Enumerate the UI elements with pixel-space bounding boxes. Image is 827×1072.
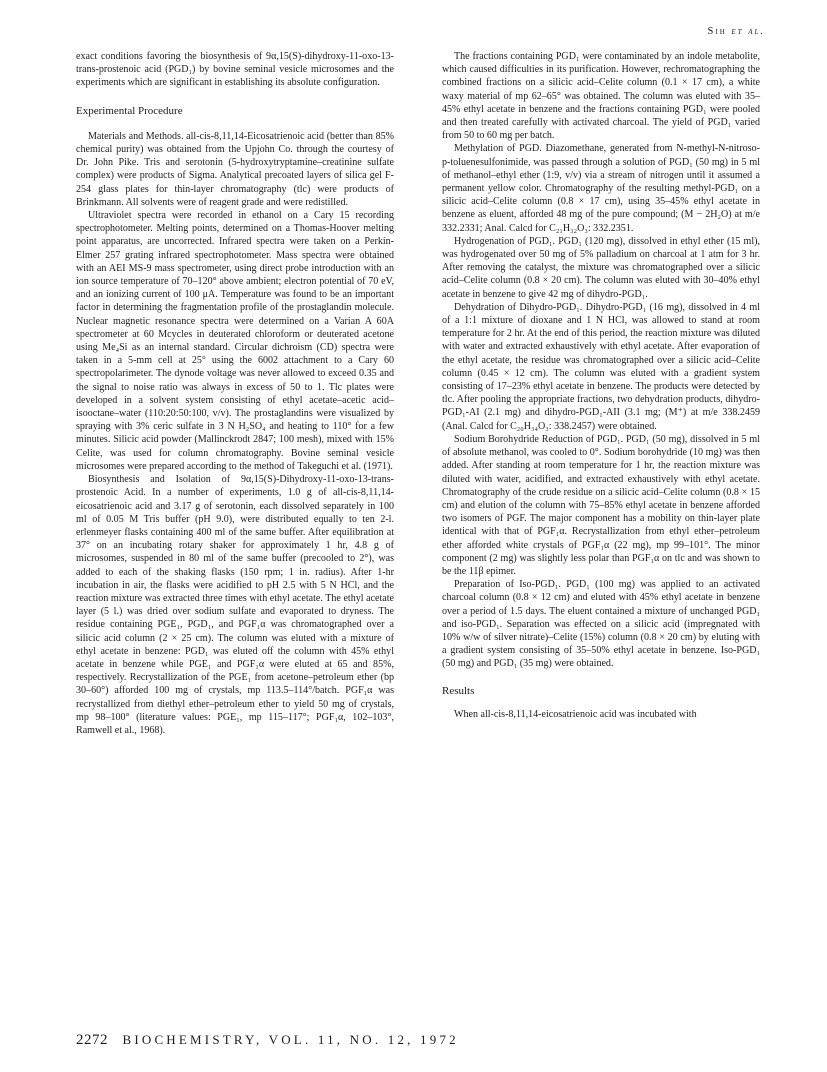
running-head-authors: Sih xyxy=(707,26,727,37)
running-head xyxy=(708,26,765,37)
intro-paragraph: exact conditions favoring the biosynthesis of 9α,15(S)-dihydroxy-11-oxo-13-trans-prostenoic acid (PGD₁) by bovine seminal vesicle microsomes and the experiments which are significant in establishing its absolute configuration. xyxy=(76,51,394,89)
pgd-purification-paragraph: The fractions containing PGD₁ were contaminated by an indole metabolite, which caused difficulties in its purification. However, rechromatographing the combined fractions on a silicic acid–Celite column (0.1 × 17 cm), a white waxy material of mp 62–65° was obtained. The column was eluted with 35–45% ethyl acetate in benzene and the fractions containing PGD₁ were pooled and then treated carefully with activated charcoal. The yield of PGD₁ varied from 50 to 60 mg per batch. xyxy=(442,51,760,142)
borohydride-reduction-paragraph: Sodium Borohydride Reduction of PGD₁. PGD₁ (50 mg), dissolved in 5 ml of absolute methanol, was cooled to 0°. Sodium borohydride (10 mg) was then added. After standing at room temperature for 1 hr, the reaction mixture was diluted with water, acidified, and extracted exhaustively with ethyl acetate. Chromatography of the crude residue on a silicic acid–Celite column (0.8 × 15 cm) and elution of the column with 75–85% ethyl acetate in benzene afforded two isomers of PGF. The major component has a mobility on thin-layer plate identical with that of PGF₁α. Recrystallization from ethyl ether–petroleum ether afforded white crystals of PGF₁α (22 mg), mp 99–101°. The minor component (2 mg) was slightly less polar than PGF₁α on tlc and was shown to be the 11β epimer. xyxy=(442,433,760,577)
right-column xyxy=(442,50,760,721)
hydrogenation-paragraph: Hydrogenation of PGD₁. PGD₁ (120 mg), dissolved in ethyl ether (15 ml), was hydrogenated over 50 mg of 5% palladium on charcoal at 1 atm for 3 hr. After removing the catalyst, the mixture was chromatographed over a silicic acid–Celite column (0.8 × 20 cm). The column was eluted with 30–40% ethyl acetate in benzene to give 42 mg of dihydro-PGD₁. xyxy=(442,235,760,300)
left-column xyxy=(76,50,394,737)
page-footer xyxy=(76,1032,459,1049)
running-head-etal: et al. xyxy=(731,26,765,37)
biosynthesis-paragraph: Biosynthesis and Isolation of 9α,15(S)-Dihydroxy-11-oxo-13-trans-prostenoic Acid. In a number of experiments, 1.0 g of all-cis-8,11,14-eicosatrienoic acid and 3.17 g of serotonin, each dissolved separately in 100 ml of 0.05 M Tris buffer (pH 9.0), were distributed equally to ten 2-l. erlenmeyer flasks containing 400 ml of the same buffer. After equilibration at 37° on an incubating rotary shaker for approximately 1 hr, 4.8 g of microsomes, suspended in 80 ml of the same buffer (precooled to 2°), was added to each of the shaking flasks (150 rpm; 1 in. radius). After 1-hr incubation in air, the flasks were acidified to pH 2.5 with 5 N HCl, and the reaction mixture was extracted three times with ethyl acetate. The ethyl acetate layer (5 l.) was dried over sodium sulfate and evaporated to dryness. The residue containing PGE₁, PGD₁, and PGF₁α was chromatographed over a silicic acid column (2 × 25 cm). The column was eluted with a mixture of ethyl acetate in benzene: PGD₁ was eluted off the column with 45% ethyl acetate in benzene while PGE₁ and PGF₁α were eluted at 65 and 85%, respectively. Recrystallization of the PGE₁ from acetone–petroleum ether (bp 30–60°) afforded 100 mg of crystals, mp 113.5–114°/batch. PGF₁α was recrystallized from diethyl ether–petroleum ether to yield 50 mg of crystals, mp 98–100° (literature values: PGE₁, mp 115–117°; PGF₁α, 102–103°, Ramwell et al., 1968). xyxy=(76,474,394,736)
journal-citation: BIOCHEMISTRY, VOL. 11, NO. 12, 1972 xyxy=(122,1032,459,1047)
iso-pgd-preparation-paragraph: Preparation of Iso-PGD₁. PGD₁ (100 mg) was applied to an activated charcoal column (0.8 × 12 cm) and eluted with 45% ethyl acetate in benzene over a period of 1.5 days. The eluent contained a mixture of unchanged PGD₁ and iso-PGD₁. Separation was effected on a silicic acid (impregnated with 10% w/w of silver nitrate)–Celite (15%) column (0.8 × 20 cm) by eluting with a gradient system consisting of 35–50% ethyl acetate in benzene. Iso-PGD₁ (50 mg) and PGD₁ (35 mg) were obtained. xyxy=(442,579,760,670)
results-paragraph: When all-cis-8,11,14-eicosatrienoic acid was incubated with xyxy=(454,708,697,720)
section-heading-results: Results xyxy=(442,684,475,697)
instrumentation-paragraph: Ultraviolet spectra were recorded in ethanol on a Cary 15 recording spectrophotometer. Melting points, determined on a Thomas-Hoover melting point apparatus, are uncorrected. Infrared spectra were taken on a Perkin-Elmer 257 grating infrared spectrophotometer. Mass spectra were obtained with an AEI MS-9 mass spectrometer, using direct probe introduction with an ion source temperature of 70–120° above ambient; electron potential of 70 eV, and an ionizing current of 100 μA. Temperature was found to be an important factor in determining the fragmentation profile of the prostaglandin molecule. Nuclear magnetic resonance spectra were determined on a Varian A 60A spectrometer at 60 Mcycles in deuterated chloroform or deuterated acetone using Me₄Si as an internal standard. Circular dichroism (CD) spectra were taken in a 5-mm cell at 25° using the 6002 attachment to a Cary 60 spectropolarimeter. The dynode voltage was never allowed to exceed 0.35 and the signal to noise ratio was always in excess of 50 to 1. Tlc plates were developed in a solvent system consisting of ethyl acetate–acetic acid–isooctane–water (110:20:50:100, v/v). The prostaglandins were visualized by spraying with 3% ceric sulfate in 3 N H₂SO₄ and heating to 110° for a few minutes. Silicic acid powder (Mallinckrodt 2847; 100 mesh), mixed with 15% Celite, was used for column chromatography. Bovine seminal vesicle microsomes were prepared according to the method of Takeguchi et al. (1971). xyxy=(76,210,394,472)
page-number: 2272 xyxy=(76,1032,108,1048)
materials-methods-paragraph: Materials and Methods. all-cis-8,11,14-Eicosatrienoic acid (better than 85% chemical purity) was obtained from the Upjohn Co. through the courtesy of Dr. John Pike. Tris and serotonin (5-hydroxytryptamine–creatinine sulfate complex) were products of Sigma. Analytical precoated layers of silica gel F-254 glass plates for thin-layer chromatography (tlc) were products of Brinkmann. All solvents were of reagent grade and were redistilled. xyxy=(76,130,394,208)
dehydration-paragraph: Dehydration of Dihydro-PGD₁. Dihydro-PGD₁ (16 mg), dissolved in 4 ml of a 1:1 mixture of dioxane and 1 N HCl, was allowed to stand at room temperature for 2 hr. At the end of this period, the reaction mixture was diluted with water and extracted exhaustively with ethyl acetate. After evaporation of the ethyl acetate, the residue was chromatographed over a silicic acid–Celite column (0.45 × 12 cm). The column was eluted with a gradient system consisting of 17–23% ethyl acetate in benzene. The products were detected by tlc. After pooling the appropriate fractions, two dehydration products, dihydro-PGD₁-AI (2.1 mg) and dihydro-PGD₁-AII (3.1 mg; (M⁺) at m/e 338.2459 (Anal. Calcd for C₂₀H₃₄O₃: 338.2457) were obtained. xyxy=(442,301,760,432)
section-heading-experimental: Experimental Procedure xyxy=(76,104,183,117)
methylation-paragraph: Methylation of PGD. Diazomethane, generated from N-methyl-N-nitroso-p-toluenesulfonimide, was passed through a solution of PGD₁ (50 mg) in 5 ml of methanol–ethyl ether (1:9, v/v) via a stream of nitrogen until it assumed a permanent yellow color. Chromatography of the resulting methyl-PGD₁ on a silicic acid–Celite column (0.8 × 17 cm), using 35–45% ethyl acetate in benzene as eluent, afforded 48 mg of the pure compound; (M − 2H₂O) at m/e 332.2331; Anal. Calcd for C₂₁H₃₂O₃: 332.2351. xyxy=(442,143,760,234)
